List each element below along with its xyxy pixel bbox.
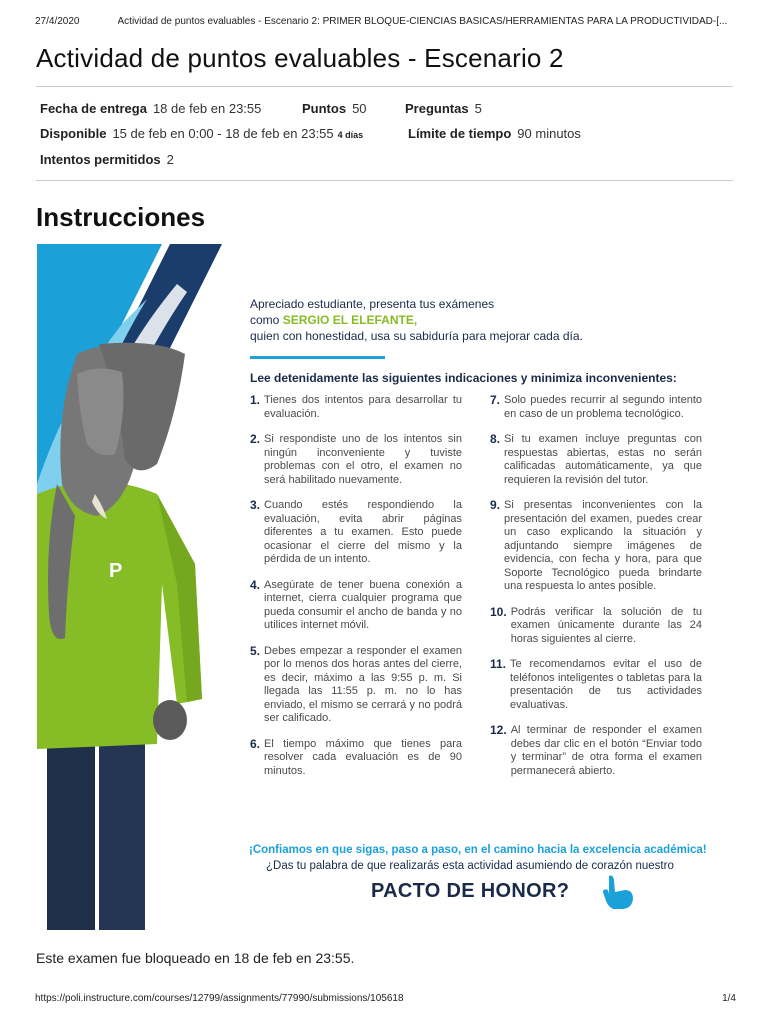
instruction-number: 3.: [250, 498, 261, 512]
instruction-text: Solo puedes recurrir al segundo intento en caso de un problema tecnológico.: [504, 394, 702, 420]
print-date: 27/4/2020: [35, 16, 80, 27]
right-leg: [99, 734, 145, 930]
instruction-item: [250, 394, 462, 421]
lead-text: Apreciado estudiante, presenta tus exámenes como SERGIO EL ELEFANTE, quien con honestidad, usa su sabiduría para mejorar cada día.: [250, 297, 583, 343]
instruction-number: 6.: [250, 736, 261, 751]
honor-pact: PACTO DE HONOR?: [371, 880, 570, 902]
instruction-item: [490, 394, 702, 421]
instruction-number: 1.: [250, 393, 261, 407]
print-title: Actividad de puntos evaluables - Escenario 2: PRIMER BLOQUE-CIENCIAS BASICAS/HERRAMIENTAS PARA LA PRODUCTIVIDAD-[...: [117, 16, 728, 27]
closing-text: ¡Confiamos en que sigas, paso a paso, en el camino hacia la excelencia académica! ¿Das tu palabra de que realizarás esta actividad asumiendo de corazón nuestro: [249, 844, 707, 872]
instruction-number: 8.: [490, 432, 501, 446]
time-limit: Límite de tiempo 90 minutos: [408, 126, 581, 141]
instruction-item: [490, 724, 702, 778]
instruction-item: [250, 579, 462, 633]
instruction-text: Asegúrate de tener buena conexión a internet, cierra cualquier programa que pueda consumir el ancho de banda y no utilices internet móvil.: [264, 578, 462, 631]
instruction-number: 9.: [490, 498, 501, 512]
instruction-text: Si presentas inconvenientes con la presentación del examen, puedes crear un caso explicando la situación y adjuntando siempre imágenes de evidencia, con fecha y hora, para que Soporte Tecnológico pueda brindarte una respuesta lo antes posible.: [504, 499, 702, 592]
instruction-text: Al terminar de responder el examen debes dar clic en el botón “Enviar todo y terminar” de otra forma el examen permanecerá abierto.: [510, 724, 702, 777]
instruction-number: 5.: [250, 643, 261, 658]
instruction-number: 12.: [490, 723, 507, 737]
instruction-item: [250, 738, 462, 779]
locked-notice: Este examen fue bloqueado en 18 de feb en 23:55.: [36, 950, 355, 966]
instructions-right-column: [490, 394, 702, 790]
instruction-text: Cuando estés respondiendo la evaluación, evita abrir páginas diferentes a tu examen. Esto puede ocasionar el cierre del mismo y la pérdida de un intento.: [264, 499, 462, 565]
instruction-text: Debes empezar a responder el examen por lo menos dos horas antes del cierre, es decir, máximo a las 9:55 p. m. Si llegada las 11:55 p. m. no lo has enviado, el mismo se cerrará y no podrá ser calificado.: [264, 644, 462, 724]
instruction-text: Tienes dos intentos para desarrollar tu evaluación.: [264, 394, 462, 420]
quiz-details: [36, 86, 733, 181]
print-url: https://poli.instructure.com/courses/12799/assignments/77990/submissions/105618: [35, 993, 404, 1004]
print-page-number: 1/4: [722, 993, 736, 1004]
print-header: [35, 16, 738, 27]
instruction-item: [490, 606, 702, 647]
instruction-number: 10.: [490, 604, 507, 619]
questions: Preguntas 5: [405, 101, 482, 116]
instruction-item: [490, 433, 702, 487]
left-leg: [47, 734, 95, 930]
instruction-item: [490, 499, 702, 594]
print-footer: [35, 993, 736, 1004]
points: Puntos 50: [302, 101, 367, 116]
instructions-left-column: [250, 394, 462, 790]
instruction-text: El tiempo máximo que tienes para resolver cada evaluación es de 90 minutos.: [264, 737, 462, 777]
hand: [153, 700, 187, 740]
hoodie-logo: P: [109, 560, 123, 582]
allowed-attempts: Intentos permitidos 2: [40, 152, 174, 167]
due-date: Fecha de entrega 18 de feb en 23:55: [40, 101, 262, 116]
instruction-text: Si respondiste uno de los intentos sin ningún inconveniente y tuviste problemas con el otro, el examen no será habilitado nuevamente.: [264, 433, 462, 486]
instruction-number: 2.: [250, 432, 261, 446]
instruction-text: Si tu examen incluye preguntas con respuestas abiertas, estas no serán calificadas automáticamente, ya que requieren la revisión del tutor.: [504, 433, 702, 486]
instruction-number: 4.: [250, 577, 261, 592]
instruction-item: [250, 433, 462, 487]
instruction-text: Te recomendamos evitar el uso de teléfonos inteligentes o tabletas para la presentación de tus actividades evaluativas.: [510, 658, 702, 711]
instruction-item: [250, 645, 462, 726]
instructions-banner: [37, 244, 733, 930]
instruction-item: [250, 499, 462, 567]
mascot-name: SERGIO EL ELEFANTE,: [282, 313, 418, 327]
instruction-number: 7.: [490, 393, 501, 407]
instruction-text: Podrás verificar la solución de tu examen únicamente durante las 24 horas siguientes al cierre.: [510, 605, 702, 645]
instruction-number: 11.: [490, 657, 507, 671]
pointing-hand-icon: [599, 872, 639, 912]
page-title: Actividad de puntos evaluables - Escenario 2: [36, 43, 564, 73]
instructions-heading: Instrucciones: [36, 202, 206, 232]
indications-subhead: Lee detenidamente las siguientes indicaciones y minimiza inconvenientes:: [250, 371, 677, 385]
instruction-item: [490, 658, 702, 712]
lead-divider: [250, 356, 385, 359]
availability: Disponible 15 de feb en 0:00 - 18 de feb en 23:55 4 días: [40, 126, 364, 141]
